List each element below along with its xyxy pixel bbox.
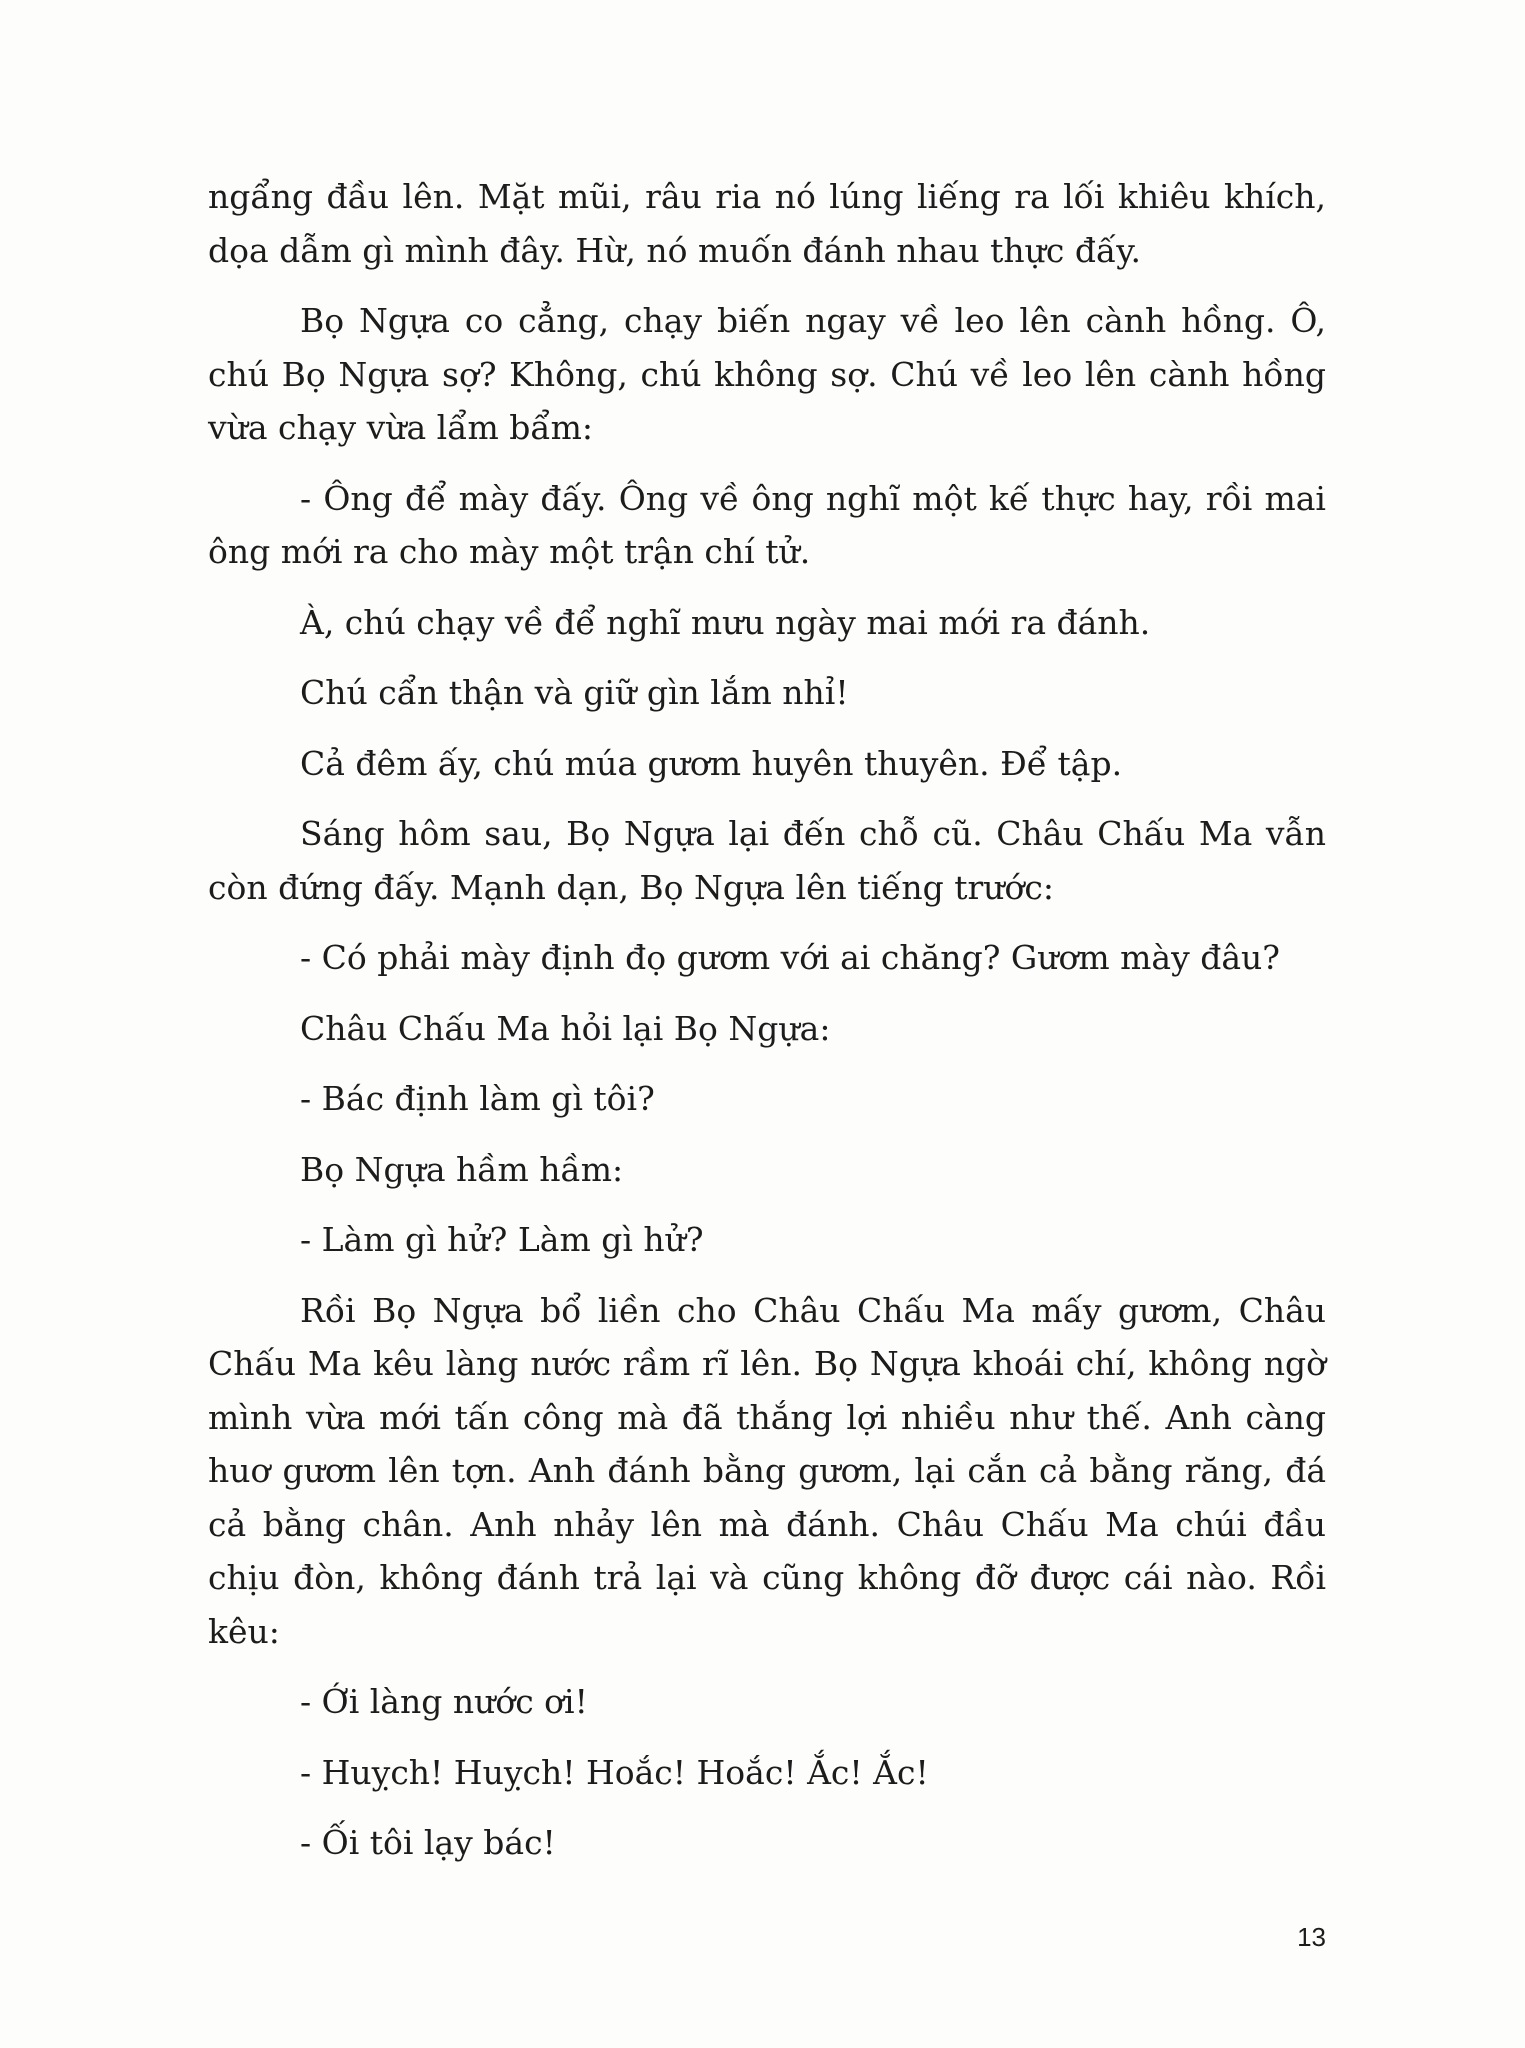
paragraph-4: À, chú chạy về để nghĩ mưu ngày mai mới ra đánh. (300, 602, 1151, 642)
paragraph-9: Châu Chấu Ma hỏi lại Bọ Ngựa: (300, 1008, 831, 1048)
paragraph-1: ngẩng đầu lên. Mặt mũi, râu ria nó lúng liếng ra lối khiêu khích, dọa dẫm gì mình đây. Hừ, nó muốn đánh nhau thực đấy. (208, 177, 1326, 270)
paragraph-3: - Ông để mày đấy. Ông về ông nghĩ một kế thực hay, rồi mai ông mới ra cho mày một trận chí tử. (208, 478, 1326, 571)
paragraph-12: - Làm gì hử? Làm gì hử? (300, 1220, 704, 1259)
paragraph-5: Chú cẩn thận và giữ gìn lắm nhỉ! (300, 673, 849, 712)
paragraph-16: - Ối tôi lạy bác! (300, 1823, 556, 1862)
paragraph-10: - Bác định làm gì tôi? (300, 1079, 655, 1118)
paragraph-11: Bọ Ngựa hầm hầm: (300, 1149, 624, 1189)
page-number: 13 (1297, 1922, 1326, 1952)
paragraph-14: - Ới làng nước ơi! (300, 1682, 588, 1721)
paragraph-7: Sáng hôm sau, Bọ Ngựa lại đến chỗ cũ. Châu Chấu Ma vẫn còn đứng đấy. Mạnh dạn, Bọ Ngựa lên tiếng trước: (208, 814, 1326, 907)
paragraph-13: Rồi Bọ Ngựa bổ liền cho Châu Chấu Ma mấy gươm, Châu Chấu Ma kêu làng nước rầm rĩ lên. Bọ Ngựa khoái chí, không ngờ mình vừa mới tấn công mà đã thắng lợi nhiều như thế. Anh càng huơ gươm lên tợn. Anh đánh bằng gươm, lại cắn cả bằng răng, đá cả bằng chân. Anh nhảy lên mà đánh. Châu Chấu Ma chúi đầu chịu đòn, không đánh trả lại và cũng không đỡ được cái nào. Rồi kêu: (208, 1290, 1326, 1651)
paragraph-15: - Huỵch! Huỵch! Hoắc! Hoắc! Ắc! Ắc! (300, 1752, 929, 1792)
paragraph-2: Bọ Ngựa co cẳng, chạy biến ngay về leo lên cành hồng. Ô, chú Bọ Ngựa sợ? Không, chú không sợ. Chú về leo lên cành hồng vừa chạy vừa lẩm bẩm: (208, 301, 1326, 447)
body-text (208, 170, 1326, 1887)
paragraph-8: - Có phải mày định đọ gươm với ai chăng? Gươm mày đâu? (300, 938, 1280, 977)
paragraph-6: Cả đêm ấy, chú múa gươm huyên thuyên. Để tập. (300, 743, 1123, 783)
